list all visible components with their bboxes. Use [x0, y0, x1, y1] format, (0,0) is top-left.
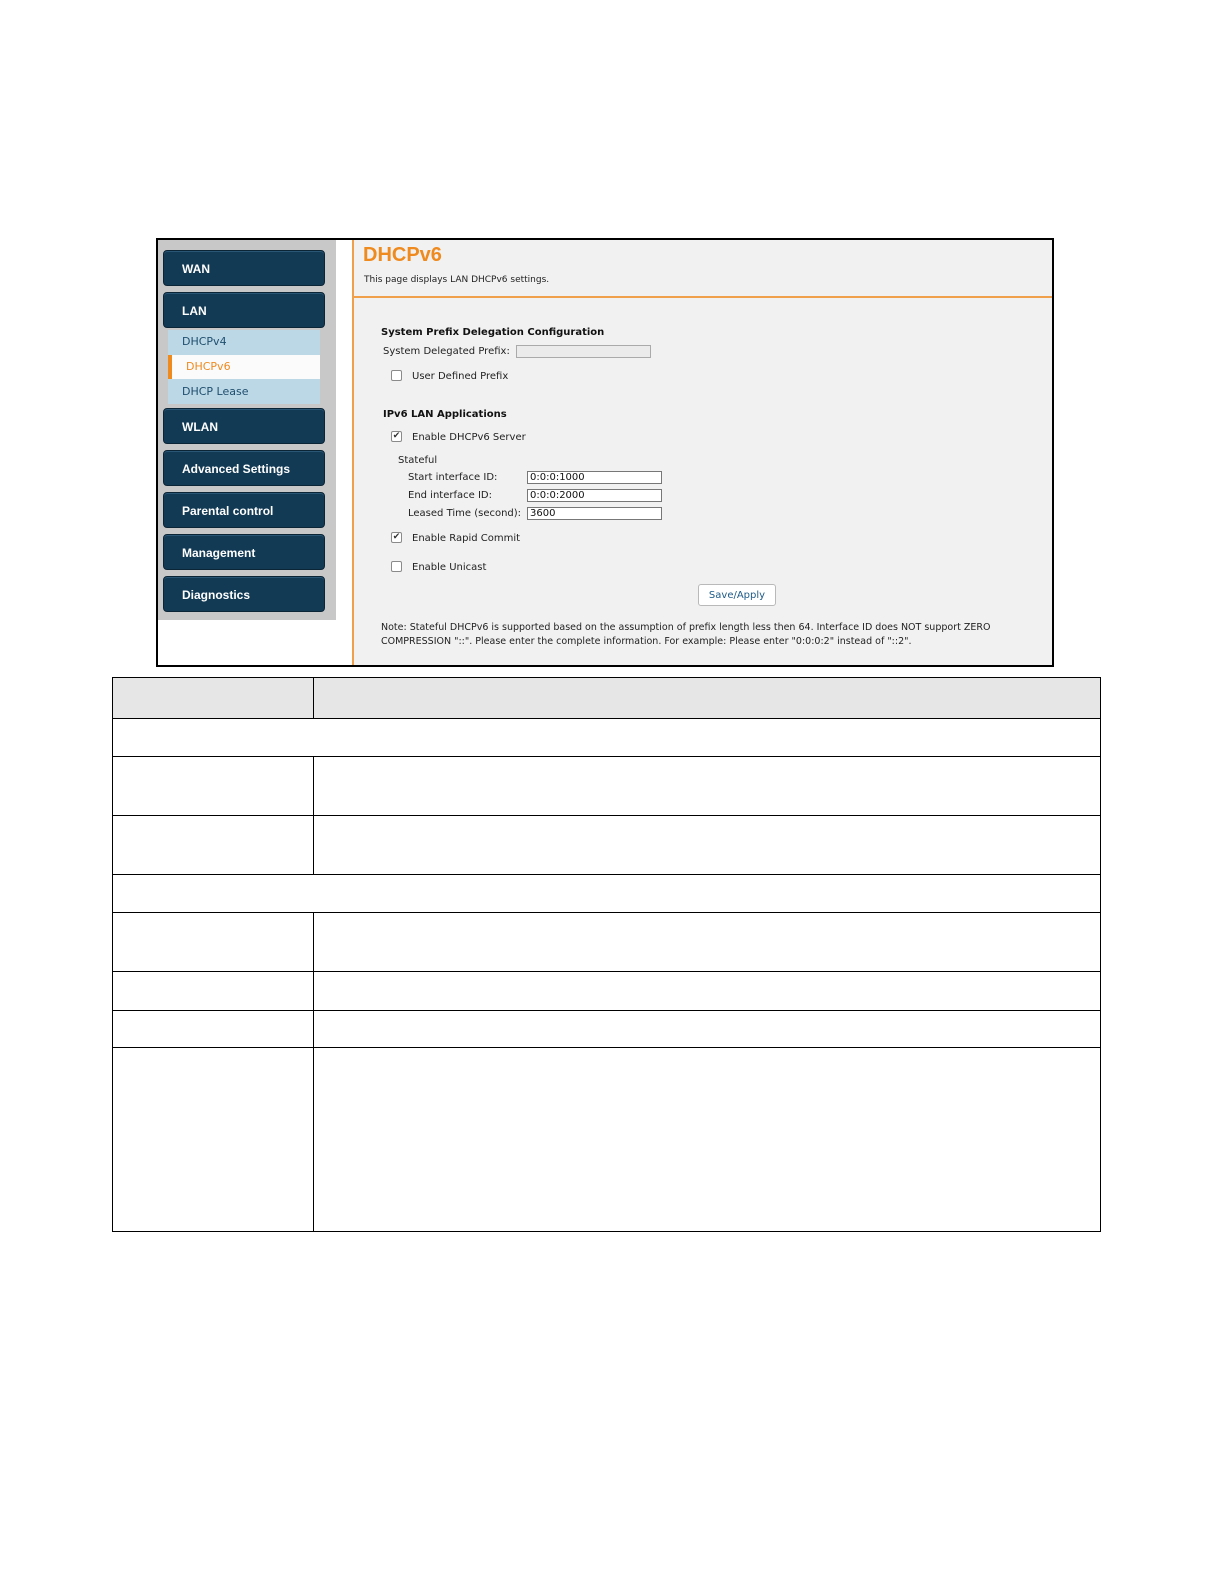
- table-cell: [113, 719, 1101, 757]
- table-section-row: [113, 875, 1101, 913]
- sidebar: [158, 240, 336, 620]
- start-interface-id-label: Start interface ID:: [408, 472, 498, 483]
- leased-time-label: Leased Time (second):: [408, 508, 522, 519]
- user-defined-prefix-checkbox[interactable]: [391, 370, 402, 381]
- enable-unicast-checkbox[interactable]: [391, 561, 402, 572]
- router-screenshot: [156, 238, 1054, 667]
- table-cell: [314, 913, 1101, 972]
- table-cell: [314, 816, 1101, 875]
- table-cell: [113, 875, 1101, 913]
- save-apply-button[interactable]: Save/Apply: [698, 584, 776, 606]
- table-section-row: [113, 719, 1101, 757]
- table-row: [113, 816, 1101, 875]
- table-cell: [113, 1047, 314, 1231]
- table-row: [113, 972, 1101, 1010]
- page-description: This page displays LAN DHCPv6 settings.: [364, 275, 550, 285]
- prefix-section-title: System Prefix Delegation Configuration: [381, 327, 605, 338]
- end-interface-id-label: End interface ID:: [408, 490, 492, 501]
- enable-rapid-commit-label: Enable Rapid Commit: [412, 533, 521, 544]
- enable-dhcpv6-server-label: Enable DHCPv6 Server: [412, 432, 526, 443]
- submenu-item-dhcp-lease[interactable]: DHCP Lease: [182, 385, 249, 398]
- end-interface-id-input[interactable]: [527, 489, 662, 502]
- start-interface-id-input[interactable]: [527, 471, 662, 484]
- table-cell: [113, 757, 314, 816]
- table-row: [113, 1047, 1101, 1231]
- submenu-item-dhcpv6[interactable]: DHCPv6: [168, 355, 320, 379]
- sidebar-item-diagnostics[interactable]: Diagnostics: [163, 576, 325, 612]
- lan-apps-section-title: IPv6 LAN Applications: [383, 409, 507, 420]
- note-text: Note: Stateful DHCPv6 is supported based on the assumption of prefix length less then 64. Interface ID does NOT support ZERO COMPRESSION "::". Please enter the complete information. For example: Please enter "0:0:0:2" instead of "::2".: [381, 622, 991, 647]
- table-row: [113, 1010, 1101, 1047]
- table-cell: [113, 816, 314, 875]
- stateful-label: Stateful: [398, 455, 438, 466]
- table-cell: [314, 1010, 1101, 1047]
- table-cell: [113, 972, 314, 1010]
- table-cell: [113, 913, 314, 972]
- sidebar-item-parental-control[interactable]: Parental control: [163, 492, 325, 528]
- table-cell: [113, 1010, 314, 1047]
- submenu-item-dhcpv4[interactable]: DHCPv4: [182, 335, 227, 348]
- page-title: DHCPv6: [363, 244, 442, 266]
- content-header: [354, 240, 1054, 298]
- sidebar-item-management[interactable]: Management: [163, 534, 325, 570]
- table-cell: [314, 972, 1101, 1010]
- lan-submenu: [168, 330, 320, 404]
- content-pane: [352, 240, 1054, 667]
- delegated-prefix-label: System Delegated Prefix:: [383, 346, 510, 357]
- user-defined-prefix-label: User Defined Prefix: [412, 371, 509, 382]
- table-row: [113, 913, 1101, 972]
- table-header-cell: [113, 678, 314, 719]
- enable-rapid-commit-checkbox[interactable]: ✔: [392, 532, 401, 542]
- description-table: [112, 677, 1101, 1232]
- leased-time-input[interactable]: [527, 507, 662, 520]
- table-header-cell: [314, 678, 1101, 719]
- sidebar-item-lan[interactable]: LAN: [163, 292, 325, 328]
- table-header-row: [113, 678, 1101, 719]
- sidebar-item-wlan[interactable]: WLAN: [163, 408, 325, 444]
- enable-unicast-label: Enable Unicast: [412, 562, 487, 573]
- enable-dhcpv6-server-checkbox[interactable]: ✔: [392, 431, 401, 441]
- sidebar-item-advanced-settings[interactable]: Advanced Settings: [163, 450, 325, 486]
- sidebar-item-wan[interactable]: WAN: [163, 250, 325, 286]
- table-cell: [314, 757, 1101, 816]
- table-row: [113, 757, 1101, 816]
- delegated-prefix-input: [516, 345, 651, 358]
- table-cell: [314, 1047, 1101, 1231]
